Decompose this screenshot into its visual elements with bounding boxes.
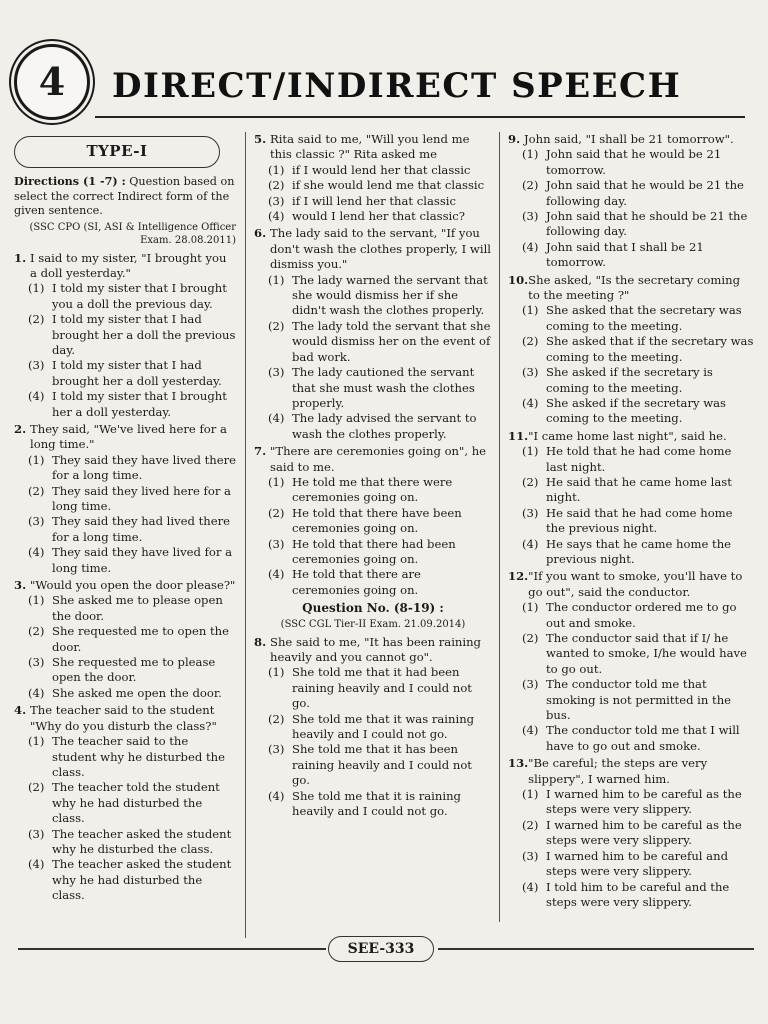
question-stem xyxy=(14,703,236,734)
question-stem xyxy=(14,578,236,593)
option-text: She asked me open the door. xyxy=(52,685,222,700)
option-text: The conductor ordered me to go out and smoke. xyxy=(546,600,737,630)
option-number: (3) xyxy=(28,514,45,529)
question-text: They said, "We've lived here for a long time." xyxy=(30,421,227,452)
answer-option xyxy=(522,178,754,209)
option-number: (1) xyxy=(268,272,285,287)
chapter-number-badge xyxy=(14,44,90,120)
option-text: I warned him to be careful and steps were very slippery. xyxy=(546,848,728,879)
footer-rule xyxy=(18,948,326,950)
option-list xyxy=(522,303,754,426)
answer-option xyxy=(28,655,236,686)
answer-option xyxy=(522,723,754,754)
option-text: John said that he should be 21 the following day. xyxy=(546,209,748,239)
option-list xyxy=(268,475,492,598)
answer-option xyxy=(28,484,236,515)
question-text: "I came home last night", said he. xyxy=(528,428,727,443)
question-number: 6. xyxy=(254,226,267,241)
directions xyxy=(14,174,236,219)
answer-option xyxy=(28,857,236,903)
option-text: John said that I shall be 21 tomorrow. xyxy=(546,239,704,270)
answer-option xyxy=(28,734,236,780)
option-number: (1) xyxy=(522,147,539,162)
question xyxy=(508,569,754,754)
question-number: 8. xyxy=(254,634,267,649)
question-stem xyxy=(508,273,754,304)
answer-option xyxy=(28,593,236,624)
question xyxy=(508,132,754,271)
answer-option xyxy=(268,537,492,568)
column-divider xyxy=(499,132,500,922)
question xyxy=(254,444,492,598)
answer-option xyxy=(522,818,754,849)
option-text: if she would lend me that classic xyxy=(292,178,485,193)
option-number: (3) xyxy=(268,193,285,208)
option-number: (4) xyxy=(28,389,45,404)
exam-source: (SSC CGL Tier-II Exam. 21.09.2014) xyxy=(280,618,466,630)
type-label-box xyxy=(14,136,220,168)
answer-option xyxy=(522,334,754,365)
answer-option xyxy=(28,545,236,576)
question-number: 3. xyxy=(14,578,27,593)
question-list xyxy=(254,132,492,598)
type-label: TYPE-I xyxy=(86,142,148,161)
question-text: "There are ceremonies going on", he said to me. xyxy=(270,444,487,474)
answer-option xyxy=(522,787,754,818)
column-3 xyxy=(508,132,754,912)
answer-option xyxy=(522,444,754,475)
option-number: (3) xyxy=(522,505,539,520)
option-list xyxy=(28,593,236,701)
question-text: I said to my sister, "I brought you a doll yesterday." xyxy=(30,250,227,280)
question-number: 1. xyxy=(14,250,27,265)
page-number-badge xyxy=(328,936,434,962)
option-text: John said that he would be 21 tomorrow. xyxy=(546,147,722,177)
chapter-number: 4 xyxy=(38,59,66,104)
option-text: I warned him to be careful as the steps were very slippery. xyxy=(546,817,742,848)
answer-option xyxy=(268,163,492,178)
option-number: (4) xyxy=(28,685,45,700)
answer-option xyxy=(522,240,754,271)
option-number: (3) xyxy=(268,742,285,757)
option-number: (2) xyxy=(268,318,285,333)
question-number: 5. xyxy=(254,132,267,146)
question xyxy=(14,703,236,903)
answer-option xyxy=(522,147,754,178)
option-text: I told my sister that I brought her a doll yesterday. xyxy=(52,389,227,419)
answer-option xyxy=(268,506,492,537)
answer-option xyxy=(28,312,236,358)
option-text: She asked if the secretary was coming to the meeting. xyxy=(546,395,727,426)
question xyxy=(14,578,236,701)
footer-rule xyxy=(438,948,754,950)
option-number: (4) xyxy=(522,395,539,410)
option-number: (2) xyxy=(522,334,539,349)
question-number: 7. xyxy=(254,444,267,459)
question-text: "If you want to smoke, you'll have to go out", said the conductor. xyxy=(528,569,743,599)
answer-option xyxy=(268,365,492,411)
question xyxy=(254,132,492,224)
option-number: (3) xyxy=(268,536,285,551)
question-stem xyxy=(254,444,492,475)
option-number: (4) xyxy=(522,536,539,551)
option-text: He told that there are ceremonies going on. xyxy=(292,567,421,597)
option-list xyxy=(268,665,492,819)
question-text: The lady said to the servant, "If you don't wash the clothes properly, I will dismiss you." xyxy=(270,226,491,272)
option-text: I told him to be careful and the steps were very slippery. xyxy=(546,879,730,909)
answer-option xyxy=(28,281,236,312)
answer-option xyxy=(522,506,754,537)
option-number: (2) xyxy=(522,178,539,193)
option-text: The conductor told me that I will have to go out and smoke. xyxy=(546,723,740,753)
option-list xyxy=(522,147,754,270)
option-text: He told that there had been ceremonies going on. xyxy=(292,536,456,566)
option-text: The teacher asked the student why he disturbed the class. xyxy=(52,826,232,856)
option-number: (1) xyxy=(522,600,539,615)
question-number: 4. xyxy=(14,703,27,718)
option-list xyxy=(268,273,492,442)
question-stem xyxy=(254,226,492,272)
option-number: (4) xyxy=(522,723,539,738)
chapter-title: DIRECT/INDIRECT SPEECH xyxy=(112,66,682,106)
option-text: They said they lived here for a long time. xyxy=(52,483,231,513)
answer-option xyxy=(28,686,236,701)
question-text: "Would you open the door please?" xyxy=(30,578,236,593)
answer-option xyxy=(268,194,492,209)
option-list xyxy=(28,453,236,576)
option-number: (2) xyxy=(522,631,539,645)
question-stem xyxy=(508,569,754,600)
option-text: She asked if the secretary is coming to the meeting. xyxy=(546,365,713,395)
question-stem xyxy=(508,429,754,444)
answer-option xyxy=(522,396,754,427)
option-text: He told that he had come home last night. xyxy=(546,444,732,474)
question xyxy=(254,226,492,442)
answer-option xyxy=(522,600,754,631)
option-text: if I will lend her that classic xyxy=(292,193,456,208)
option-text: He said that he came home last night. xyxy=(546,474,732,505)
answer-option xyxy=(522,880,754,911)
option-number: (3) xyxy=(522,365,539,380)
option-text: The lady told the servant that she would dismiss her on the event of bad work. xyxy=(292,318,491,364)
question xyxy=(508,756,754,910)
option-text: She asked that the secretary was coming to the meeting. xyxy=(546,303,742,333)
option-number: (2) xyxy=(28,483,45,498)
option-list xyxy=(268,163,492,225)
option-text: The lady cautioned the servant that she must wash the clothes properly. xyxy=(292,365,475,410)
answer-option xyxy=(28,827,236,858)
option-number: (1) xyxy=(28,593,45,608)
question-text: John said, "I shall be 21 tomorrow". xyxy=(524,132,734,146)
option-text: She asked me to please open the door. xyxy=(52,593,223,623)
question xyxy=(508,429,754,568)
option-text: The lady advised the servant to wash the clothes properly. xyxy=(292,411,477,441)
answer-option xyxy=(268,712,492,743)
option-text: if I would lend her that classic xyxy=(292,162,471,177)
option-text: They said they have lived for a long time. xyxy=(52,545,233,575)
question-text: "Be careful; the steps are very slippery", I warned him. xyxy=(528,756,708,786)
answer-option xyxy=(268,209,492,224)
option-number: (3) xyxy=(28,358,45,373)
question-text: The teacher said to the student "Why do you disturb the class?" xyxy=(30,703,217,733)
question-text: She said to me, "It has been raining heavily and you cannot go". xyxy=(270,634,481,664)
option-text: She told me that it is raining heavily and I could not go. xyxy=(292,788,461,819)
question xyxy=(14,251,236,420)
answer-option xyxy=(28,780,236,826)
question-stem xyxy=(254,132,492,163)
answer-option xyxy=(28,624,236,655)
option-number: (4) xyxy=(268,567,285,582)
option-text: He said that he had come home the previous night. xyxy=(546,505,733,536)
answer-option xyxy=(268,411,492,442)
question-text: Rita said to me, "Will you lend me this classic ?" Rita asked me xyxy=(270,132,470,162)
directions-label: Directions (1 -7) : xyxy=(14,174,126,188)
option-text: She told me that it was raining heavily and I could not go. xyxy=(292,711,475,742)
answer-option xyxy=(28,453,236,484)
question-number: 2. xyxy=(14,421,27,436)
question xyxy=(14,422,236,576)
question-number: 9. xyxy=(508,132,521,146)
option-number: (4) xyxy=(28,857,45,872)
option-text: I told my sister that I brought you a doll the previous day. xyxy=(52,281,227,311)
page-number: SEE-333 xyxy=(347,941,415,957)
option-number: (1) xyxy=(28,452,45,467)
option-number: (3) xyxy=(28,655,45,670)
option-number: (3) xyxy=(28,826,45,841)
option-number: (2) xyxy=(28,780,45,795)
option-text: John said that he would be 21 the following day. xyxy=(546,178,744,208)
option-number: (1) xyxy=(522,444,539,459)
option-number: (4) xyxy=(268,411,285,426)
option-number: (4) xyxy=(28,545,45,560)
exam-source: (SSC CPO (SI, ASI & Intelligence Officer Exam. 28.08.2011) xyxy=(29,221,236,246)
option-text: He told that there have been ceremonies going on. xyxy=(292,505,462,536)
answer-option xyxy=(522,475,754,506)
question-number: 13. xyxy=(508,756,529,771)
answer-option xyxy=(268,475,492,506)
option-number: (2) xyxy=(522,474,539,489)
answer-option xyxy=(522,849,754,880)
question-number: 10. xyxy=(508,272,529,287)
option-number: (3) xyxy=(522,677,539,692)
column-2 xyxy=(254,132,492,821)
option-number: (3) xyxy=(522,209,539,224)
answer-option xyxy=(268,665,492,711)
answer-option xyxy=(522,677,754,723)
question-stem xyxy=(14,422,236,453)
question-stem xyxy=(508,756,754,787)
option-number: (2) xyxy=(268,711,285,726)
option-number: (1) xyxy=(28,281,45,296)
answer-option xyxy=(268,789,492,820)
option-number: (1) xyxy=(522,303,539,318)
option-text: I warned him to be careful as the steps were very slippery. xyxy=(546,787,742,817)
answer-option xyxy=(522,209,754,240)
answer-option xyxy=(268,567,492,598)
directions-text: Question based on select the correct Indirect form of the given sentence. xyxy=(14,175,235,217)
option-text: She requested me to open the door. xyxy=(52,624,229,654)
option-text: The teacher asked the student why he had disturbed the class. xyxy=(52,857,232,903)
option-text: would I lend her that classic? xyxy=(292,209,465,224)
option-number: (1) xyxy=(268,665,285,680)
question xyxy=(508,273,754,427)
answer-option xyxy=(522,365,754,396)
question-range-heading: Question No. (8-19) : xyxy=(302,601,444,616)
header-divider xyxy=(95,116,745,118)
option-text: The conductor said that if I/ he wanted to smoke, I/he would have to go out. xyxy=(546,631,747,676)
question-text: She asked, "Is the secretary coming to the meeting ?" xyxy=(528,272,741,303)
option-number: (1) xyxy=(28,734,45,749)
option-number: (2) xyxy=(28,624,45,639)
option-text: They said they had lived there for a long time. xyxy=(52,514,231,544)
answer-option xyxy=(268,742,492,788)
question-list xyxy=(14,251,236,904)
option-list xyxy=(522,600,754,754)
option-number: (4) xyxy=(268,209,285,224)
question-list xyxy=(254,635,492,820)
option-number: (3) xyxy=(268,365,285,380)
option-list xyxy=(522,444,754,567)
option-text: The teacher said to the student why he disturbed the class. xyxy=(52,734,225,779)
option-number: (3) xyxy=(522,848,539,863)
question-list xyxy=(508,132,754,910)
answer-option xyxy=(268,319,492,365)
option-number: (4) xyxy=(522,239,539,254)
option-text: The conductor told me that smoking is not permitted in the bus. xyxy=(546,677,732,723)
option-number: (2) xyxy=(28,312,45,327)
option-number: (2) xyxy=(268,505,285,520)
question-number: 11. xyxy=(508,428,529,443)
option-text: I told my sister that I had brought her a doll the previous day. xyxy=(52,312,236,357)
option-number: (1) xyxy=(268,474,285,489)
option-number: (1) xyxy=(268,162,285,177)
option-text: The lady warned the servant that she would dismiss her if she didn't wash the clothes properly. xyxy=(292,272,488,318)
option-text: He says that he came home the previous night. xyxy=(546,536,732,566)
option-number: (2) xyxy=(268,178,285,193)
option-text: The teacher told the student why he had disturbed the class. xyxy=(52,780,220,826)
question-stem xyxy=(254,635,492,666)
option-list xyxy=(522,787,754,910)
option-text: She requested me to please open the door. xyxy=(52,655,216,685)
option-number: (4) xyxy=(268,788,285,803)
option-number: (4) xyxy=(522,879,539,894)
question-number: 12. xyxy=(508,569,529,584)
answer-option xyxy=(268,178,492,193)
answer-option xyxy=(268,273,492,319)
option-text: She told me that it had been raining heavily and I could not go. xyxy=(292,665,472,711)
answer-option xyxy=(28,358,236,389)
option-text: She told me that it has been raining heavily and I could not go. xyxy=(292,742,472,788)
question-stem xyxy=(508,132,754,147)
option-list xyxy=(28,734,236,903)
answer-option xyxy=(28,514,236,545)
question-stem xyxy=(14,251,236,282)
answer-option xyxy=(522,303,754,334)
answer-option xyxy=(28,389,236,420)
option-text: I told my sister that I had brought her a doll yesterday. xyxy=(52,358,222,388)
option-text: She asked that if the secretary was coming to the meeting. xyxy=(546,334,754,364)
column-1 xyxy=(14,132,236,906)
option-list xyxy=(28,281,236,420)
question xyxy=(254,635,492,820)
option-text: He told me that there were ceremonies going on. xyxy=(292,474,453,505)
answer-option xyxy=(522,537,754,568)
answer-option xyxy=(522,631,754,677)
column-divider xyxy=(245,132,246,938)
option-number: (1) xyxy=(522,787,539,802)
option-text: They said they have lived there for a long time. xyxy=(52,452,236,483)
option-number: (2) xyxy=(522,817,539,832)
